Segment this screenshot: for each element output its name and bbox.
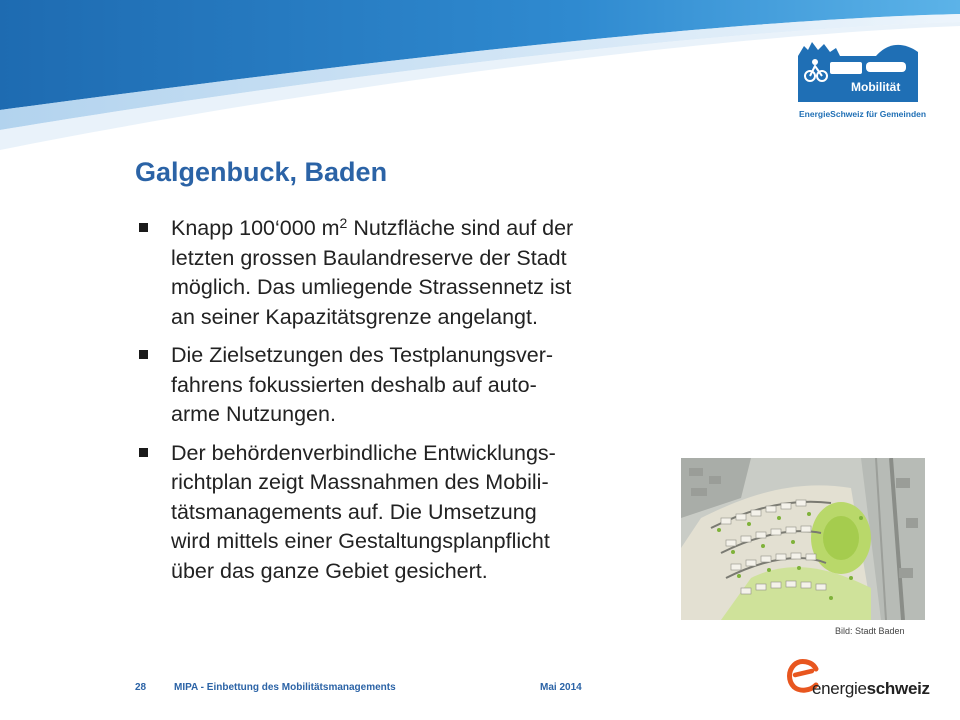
bullet-square-icon <box>139 223 148 232</box>
energieschweiz-wordmark: energieschweiz <box>812 679 930 698</box>
bullet-line: wird mittels einer Gestaltungsplanpflicht <box>171 529 550 553</box>
bullet-square-icon <box>139 350 148 359</box>
bullet-line: an seiner Kapazitätsgrenze angelangt. <box>171 304 538 329</box>
logo-caption: EnergieSchweiz für Gemeinden <box>799 109 927 119</box>
bullet-line: richtplan zeigt Massnahmen des Mobili- <box>171 470 549 494</box>
bullet-square-icon <box>139 448 148 457</box>
footer-date: Mai 2014 <box>540 682 582 693</box>
bullet-item-1 <box>136 214 676 332</box>
presentation-title: MIPA - Einbettung des Mobilitätsmanagements <box>174 682 396 693</box>
bullet-line: letzten grossen Baulandreserve der Stadt <box>171 245 567 270</box>
bullet-line: Der behördenverbindliche Entwicklungs- <box>171 440 556 465</box>
site-plan-image <box>681 458 925 620</box>
superscript: 2 <box>339 215 348 231</box>
bullet-line: fahrens fokussierten deshalb auf auto- <box>171 372 537 397</box>
bullet-line: über das ganze Gebiet gesichert. <box>171 558 488 583</box>
bullet-line: möglich. Das umliegende Strassennetz ist <box>171 275 572 299</box>
bullet-item-3 <box>136 439 676 587</box>
bullet-line: arme Nutzungen. <box>171 402 336 426</box>
logo-title: Mobilität <box>851 80 901 94</box>
bullet-line: Knapp 100‘000 $m^2$ Nutzfläche sind auf der <box>171 215 574 240</box>
image-caption: Bild: Stadt Baden <box>835 626 905 636</box>
bullet-item-2 <box>136 341 676 430</box>
slide-title: Galgenbuck, Baden <box>135 157 388 187</box>
bullet-line: tätsmanagements auf. Die Umsetzung <box>171 499 537 524</box>
page-number: 28 <box>135 682 147 693</box>
bullet-list <box>136 214 676 595</box>
bullet-line: Die Zielsetzungen des Testplanungsver- <box>171 343 554 367</box>
